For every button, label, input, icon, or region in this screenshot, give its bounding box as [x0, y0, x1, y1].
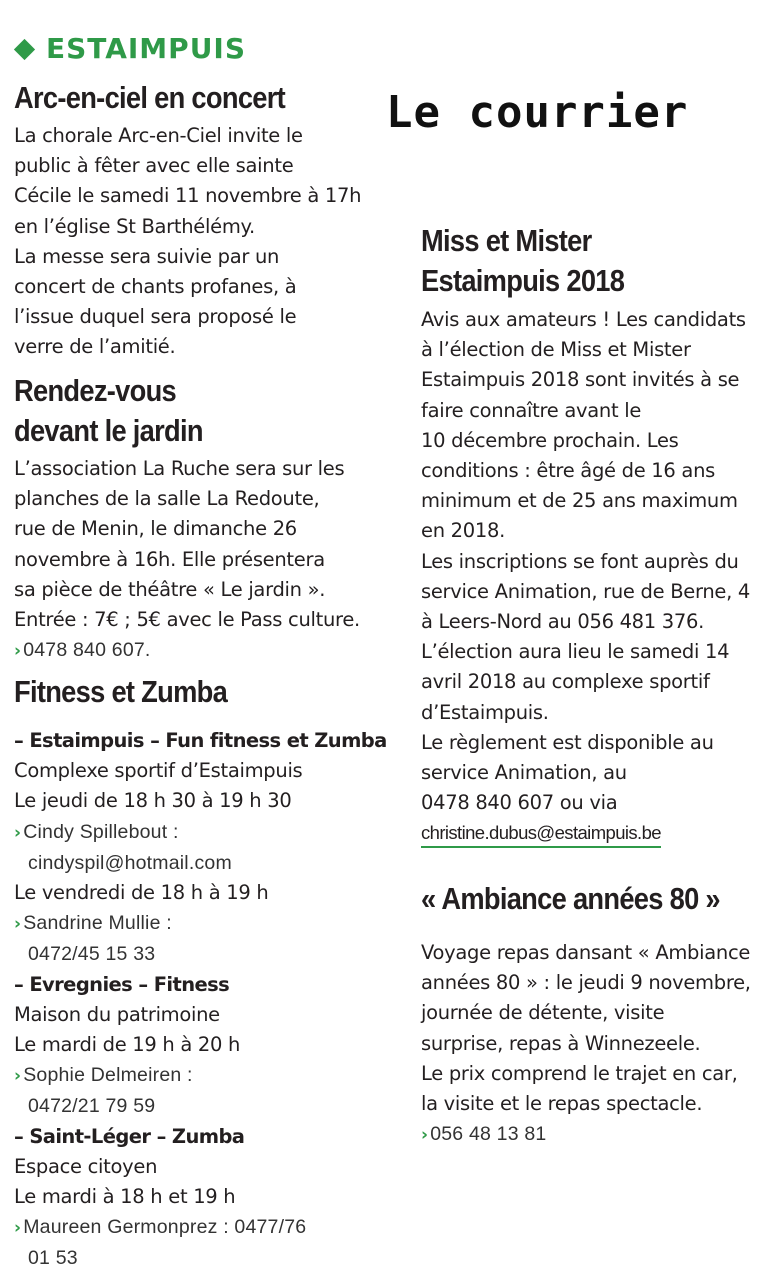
- contact-name: Sophie Delmeiren :: [23, 1064, 193, 1087]
- article-body-fitness: [14, 726, 387, 1274]
- chevron-right-icon: ›: [14, 1218, 22, 1239]
- article-title-fitness: Fitness et Zumba: [14, 674, 228, 709]
- body-line: avril 2018 au complexe sportif: [421, 670, 710, 694]
- group-heading: – Saint-Léger – Zumba: [14, 1124, 245, 1148]
- body-line: en l’église St Barthélémy.: [14, 214, 255, 238]
- body-line: L’élection aura lieu le samedi 14: [421, 640, 730, 664]
- session-time: Le vendredi de 18 h à 19 h: [14, 881, 269, 905]
- contact-phone: 0478 840 607.: [23, 639, 151, 662]
- body-line: la visite et le repas spectacle.: [421, 1092, 703, 1116]
- body-line: 0478 840 607 ou via: [421, 791, 618, 815]
- chevron-right-icon: ›: [14, 822, 22, 843]
- body-line: sa pièce de théâtre « Le jardin ».: [14, 577, 326, 601]
- contact-name: Maureen Germonprez : 0477/76: [23, 1216, 307, 1239]
- body-line: en 2018.: [421, 519, 505, 543]
- group-place: Complexe sportif d’Estaimpuis: [14, 759, 303, 783]
- body-line: conditions : être âgé de 16 ans: [421, 459, 715, 483]
- chevron-right-icon: ›: [14, 1066, 22, 1087]
- contact-phone: 056 48 13 81: [430, 1123, 547, 1146]
- body-line: minimum et de 25 ans maximum: [421, 489, 738, 513]
- body-line: La chorale Arc-en-Ciel invite le: [14, 124, 303, 147]
- contact-name: Cindy Spillebout :: [23, 820, 179, 843]
- article-title-miss-mister-line2: Estaimpuis 2018: [421, 263, 625, 298]
- body-line: service Animation, rue de Berne, 4: [421, 579, 751, 603]
- body-line: Avis aux amateurs ! Les candidats: [421, 308, 746, 331]
- group-heading: – Evregnies – Fitness: [14, 972, 230, 996]
- article-body-ambiance: [421, 938, 751, 1150]
- article-body-miss-mister: [421, 305, 750, 849]
- contact-line: [421, 1119, 751, 1150]
- article-title-rendez-vous-line1: Rendez-vous: [14, 373, 177, 408]
- chevron-right-icon: ›: [14, 914, 22, 935]
- body-line: journée de détente, visite: [421, 1001, 665, 1025]
- body-line: à l’élection de Miss et Mister: [421, 338, 691, 362]
- contact-detail: cindyspil@hotmail.com: [28, 851, 232, 874]
- body-line: d’Estaimpuis.: [421, 700, 549, 724]
- body-line: planches de la salle La Redoute,: [14, 487, 320, 511]
- body-line: Estaimpuis 2018 sont invités à se: [421, 368, 740, 392]
- body-line: 10 décembre prochain. Les: [421, 428, 679, 452]
- body-line: concert de chants profanes, à: [14, 275, 297, 299]
- body-line: Entrée : 7€ ; 5€ avec le Pass culture.: [14, 608, 360, 632]
- body-line: rue de Menin, le dimanche 26: [14, 517, 297, 541]
- session-time: Le mardi de 19 h à 20 h: [14, 1033, 241, 1057]
- contact-detail: 01 53: [28, 1247, 78, 1270]
- contact-line: [14, 908, 387, 939]
- body-line: public à fêter avec elle sainte: [14, 154, 294, 178]
- session-time: Le jeudi de 18 h 30 à 19 h 30: [14, 789, 292, 813]
- contact-line: [14, 817, 387, 848]
- body-line: verre de l’amitié.: [14, 335, 176, 359]
- body-line: l’issue duquel sera proposé le: [14, 305, 297, 329]
- article-title-arc-en-ciel: Arc-en-ciel en concert: [14, 80, 286, 115]
- article-body-rendez-vous: [14, 454, 360, 666]
- body-line: service Animation, au: [421, 761, 627, 785]
- diamond-bullet-icon: [14, 38, 35, 59]
- body-line: Cécile le samedi 11 novembre à 17h: [14, 184, 362, 208]
- chevron-right-icon: ›: [421, 1125, 429, 1146]
- email-link[interactable]: christine.dubus@estaimpuis.be: [421, 820, 661, 848]
- contact-detail: 0472/45 15 33: [28, 943, 156, 966]
- body-line: Les inscriptions se font auprès du: [421, 549, 739, 573]
- contact-detail: 0472/21 79 59: [28, 1095, 156, 1118]
- body-line: novembre à 16h. Elle présentera: [14, 547, 325, 571]
- group-heading: – Estaimpuis – Fun fitness et Zumba: [14, 729, 387, 752]
- article-title-ambiance: « Ambiance années 80 »: [421, 881, 720, 916]
- group-place: Espace citoyen: [14, 1154, 158, 1178]
- body-line: L’association La Ruche sera sur les: [14, 457, 345, 480]
- chevron-right-icon: ›: [14, 641, 22, 662]
- session-time: Le mardi à 18 h et 19 h: [14, 1185, 236, 1209]
- body-line: La messe sera suivie par un: [14, 244, 280, 268]
- masthead: Le courrier: [386, 87, 689, 138]
- article-title-miss-mister-line1: Miss et Mister: [421, 223, 592, 258]
- section-tag: [14, 33, 246, 65]
- section-label: ESTAIMPUIS: [46, 32, 247, 65]
- article-title-rendez-vous-line2: devant le jardin: [14, 413, 203, 448]
- contact-line: [14, 1212, 387, 1243]
- contact-name: Sandrine Mullie :: [23, 912, 172, 935]
- email-line: [421, 818, 750, 848]
- body-line: années 80 » : le jeudi 9 novembre,: [421, 971, 751, 995]
- article-body-arc-en-ciel: [14, 121, 361, 363]
- body-line: surprise, repas à Winnezeele.: [421, 1031, 701, 1055]
- group-place: Maison du patrimoine: [14, 1002, 220, 1026]
- body-line: Le prix comprend le trajet en car,: [421, 1061, 738, 1085]
- contact-line: [14, 635, 360, 666]
- body-line: à Leers-Nord au 056 481 376.: [421, 610, 705, 634]
- body-line: Le règlement est disponible au: [421, 730, 714, 754]
- contact-line: [14, 1060, 387, 1091]
- body-line: faire connaître avant le: [421, 398, 642, 422]
- body-line: Voyage repas dansant « Ambiance: [421, 941, 751, 964]
